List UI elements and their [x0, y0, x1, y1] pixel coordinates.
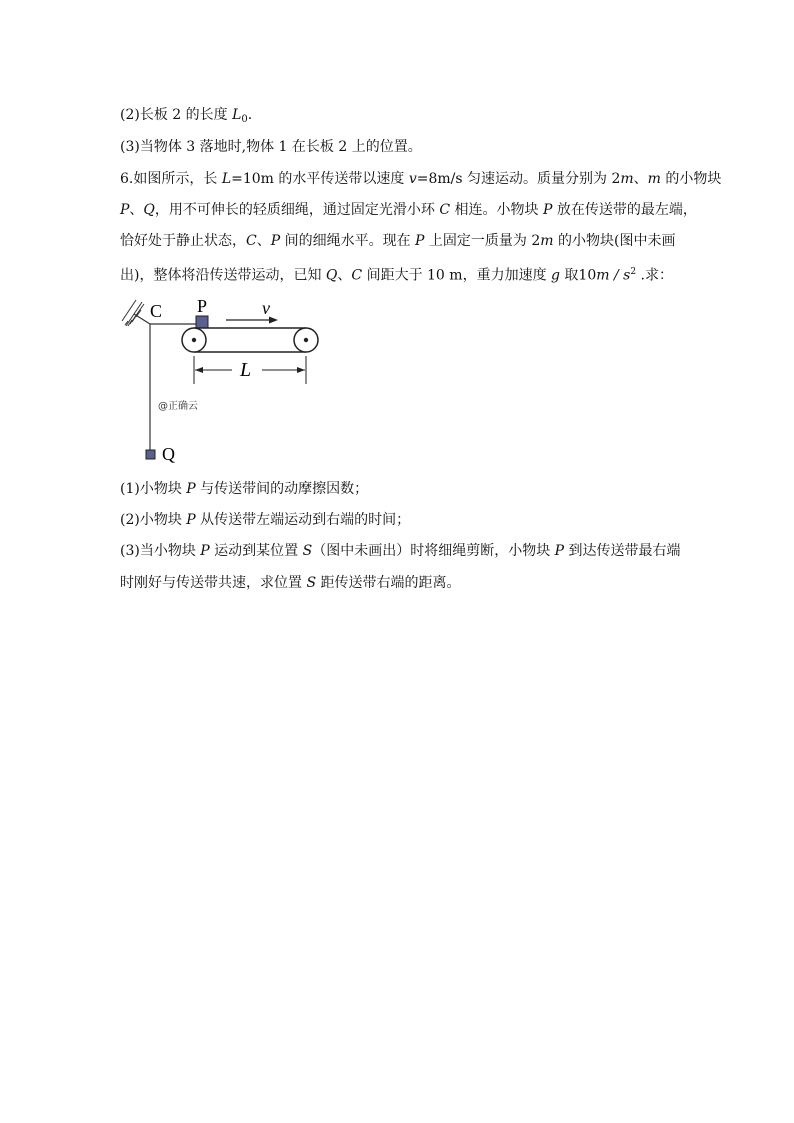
- var-P: P: [554, 543, 565, 559]
- text-run: 的小物块: [660, 171, 722, 187]
- wall-hatch: [122, 300, 144, 326]
- problem-6-line-1: [120, 170, 721, 188]
- label-p: P: [197, 296, 208, 316]
- text-run: (3)当小物块: [120, 543, 201, 559]
- var-m: m: [620, 171, 634, 187]
- sub-question-3-line-2: [120, 574, 461, 592]
- var-L: L: [232, 107, 242, 123]
- var-P: P: [542, 202, 553, 218]
- text-run: 间距大于 10 m，重力加速度: [362, 267, 552, 284]
- var-S: S: [306, 575, 317, 591]
- label-l: L: [240, 359, 252, 381]
- text-run: 从传送带左端运动到右端的时间；: [195, 512, 411, 528]
- superscript: 2: [630, 267, 637, 277]
- text-run: 出)，整体将沿传送带运动，已知: [120, 267, 326, 284]
- label-q: Q: [162, 444, 175, 464]
- velocity-arrowhead: [269, 317, 278, 324]
- text-run: (2)小物块: [120, 512, 187, 528]
- conveyor-diagram: [112, 288, 332, 468]
- var-P: P: [120, 202, 130, 218]
- text-run: 间的细绳水平。现在: [280, 233, 416, 249]
- var-C: C: [351, 267, 363, 284]
- var-C: C: [246, 233, 257, 249]
- watermark: @正确云: [158, 401, 198, 412]
- text-run: 与传送带间的动摩擦因数；: [195, 481, 369, 497]
- text-run: =10m 的水平传送带以速度: [231, 171, 409, 187]
- question-2-prev: [120, 106, 252, 129]
- text-run: .: [247, 107, 253, 123]
- text-run: 、: [633, 171, 648, 187]
- sub-question-1: [120, 480, 368, 498]
- unit: m / s: [596, 267, 631, 284]
- text-run: 取10: [559, 267, 597, 284]
- var-m: m: [647, 171, 661, 187]
- var-S: S: [302, 543, 313, 559]
- sub-question-2: [120, 511, 410, 529]
- ring-support: [134, 314, 150, 324]
- text-run: 上固定一质量为 2: [424, 233, 541, 249]
- var-g: g: [551, 267, 560, 284]
- dim-arrow-left: [195, 367, 203, 373]
- var-P: P: [186, 512, 196, 528]
- question-3-prev: [120, 138, 422, 156]
- text-run: 到达传送带最右端: [564, 543, 681, 559]
- block-q: [146, 450, 155, 459]
- sub-question-3-line-1: [120, 542, 681, 560]
- text-run: 、: [256, 233, 271, 249]
- label-c: C: [150, 301, 163, 321]
- text-run: (2)长板 2 的长度: [120, 107, 233, 123]
- text-run: =8m/s 匀速运动。质量分别为 2: [416, 171, 621, 187]
- text-run: 、: [337, 267, 352, 284]
- var-P: P: [186, 481, 196, 497]
- dim-arrow-right: [297, 367, 305, 373]
- var-P: P: [415, 233, 425, 249]
- problem-6-line-3: [120, 232, 675, 250]
- text-run: (1)小物块: [120, 481, 187, 497]
- text-run: ，用不可伸长的轻质细绳，通过固定光滑小环: [154, 202, 440, 218]
- text-run: (3)当物体 3 落地时,物体 1 在长板 2 上的位置。: [120, 139, 422, 155]
- left-pulley-axle: [192, 338, 196, 342]
- var-L: L: [221, 171, 232, 187]
- var-Q: Q: [325, 267, 338, 284]
- var-v: v: [408, 171, 417, 187]
- text-run: 、: [129, 202, 144, 218]
- var-C: C: [439, 202, 451, 218]
- text-run: 的小物块(图中未画: [553, 233, 676, 249]
- label-v: v: [262, 298, 270, 318]
- var-m: m: [540, 233, 554, 249]
- var-P: P: [200, 543, 210, 559]
- text-run: 恰好处于静止状态，: [120, 233, 246, 249]
- var-P: P: [270, 233, 281, 249]
- problem-6-line-2: [120, 201, 697, 219]
- text-run: （图中未画出）时将细绳剪断，小物块: [312, 543, 555, 559]
- text-run: .求：: [636, 267, 673, 284]
- text-run: 时刚好与传送带共速，求位置: [120, 575, 307, 591]
- problem-6-line-4: [120, 263, 673, 285]
- right-pulley-axle: [304, 338, 308, 342]
- text-run: 6.如图所示，长: [120, 171, 222, 187]
- text-run: 距传送带右端的距离。: [316, 575, 461, 591]
- text-run: 相连。小物块: [450, 202, 543, 218]
- block-p: [196, 316, 208, 328]
- text-run: 运动到某位置: [209, 543, 303, 559]
- var-Q: Q: [143, 202, 155, 218]
- subscript: 0: [241, 114, 248, 125]
- text-run: 放在传送带的最左端，: [552, 202, 697, 218]
